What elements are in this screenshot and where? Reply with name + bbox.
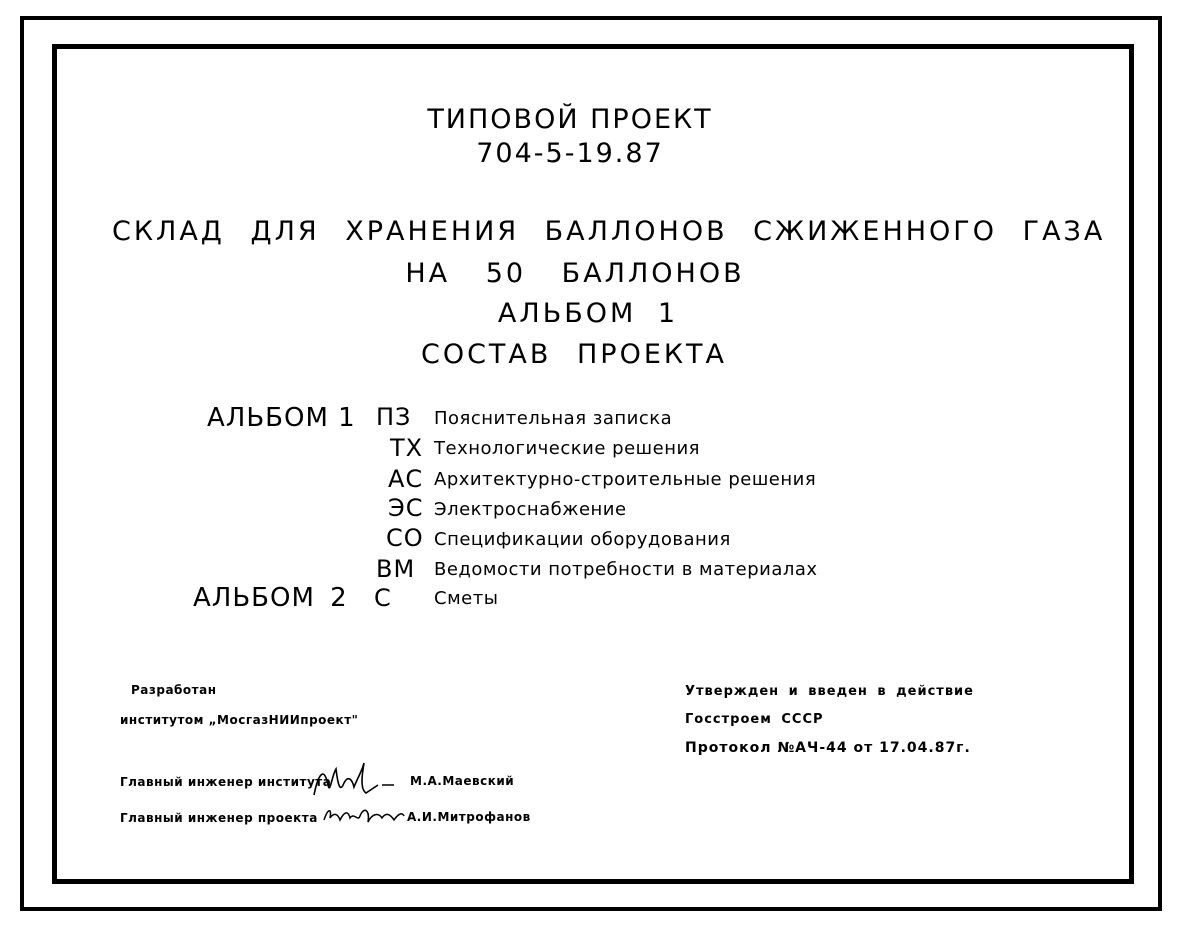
- title-line2: НА 50 БАЛЛОНОВ: [405, 258, 745, 289]
- title-line1: СКЛАД ДЛЯ ХРАНЕНИЯ БАЛЛОНОВ СЖИЖЕННОГО ГАЗА: [112, 216, 1106, 247]
- contents-name: Сметы: [434, 588, 499, 609]
- chief-engineer-institute-name: М.А.Маевский: [410, 774, 515, 788]
- contents-code: СО: [386, 524, 424, 552]
- contents-name: Электроснабжение: [434, 499, 627, 520]
- chief-engineer-project-label: Главный инженер проекта: [120, 811, 318, 825]
- title-album: АЛЬБОМ 1: [497, 298, 679, 329]
- contents-code: ЭС: [388, 494, 424, 522]
- contents-name: Архитектурно-строительные решения: [434, 469, 817, 490]
- title-section: СОСТАВ ПРОЕКТА: [420, 339, 728, 370]
- developer-label: Разработан: [131, 683, 217, 697]
- signature-maevsky: [306, 755, 396, 805]
- approval-protocol: Протокол №АЧ-44 от 17.04.87г.: [685, 740, 971, 756]
- chief-engineer-institute-label: Главный инженер института: [120, 775, 332, 789]
- contents-name: Технологические решения: [434, 438, 700, 459]
- developer-institute: институтом „МосгазНИИпроект": [120, 713, 359, 727]
- approval-line2: Госстроем СССР: [685, 712, 824, 727]
- signature-mitrofanov: [320, 800, 406, 828]
- contents-code: АС: [388, 465, 424, 493]
- contents-album: АЛЬБОМ 2: [193, 583, 348, 613]
- contents-name: Ведомости потребности в материалах: [434, 559, 818, 580]
- contents-code: ТХ: [390, 434, 424, 462]
- approval-line1: Утвержден и введен в действие: [685, 684, 974, 699]
- chief-engineer-project-name: А.И.Митрофанов: [407, 810, 531, 824]
- contents-album: АЛЬБОМ 1: [207, 403, 356, 433]
- contents-code: С: [374, 584, 392, 612]
- project-type: ТИПОВОЙ ПРОЕКТ: [427, 104, 713, 135]
- project-number: 704-5-19.87: [476, 138, 664, 169]
- contents-code: ПЗ: [376, 403, 412, 431]
- contents-name: Спецификации оборудования: [434, 529, 731, 550]
- contents-code: ВМ: [376, 555, 416, 583]
- contents-name: Пояснительная записка: [434, 408, 673, 429]
- inner-frame: [52, 44, 1134, 884]
